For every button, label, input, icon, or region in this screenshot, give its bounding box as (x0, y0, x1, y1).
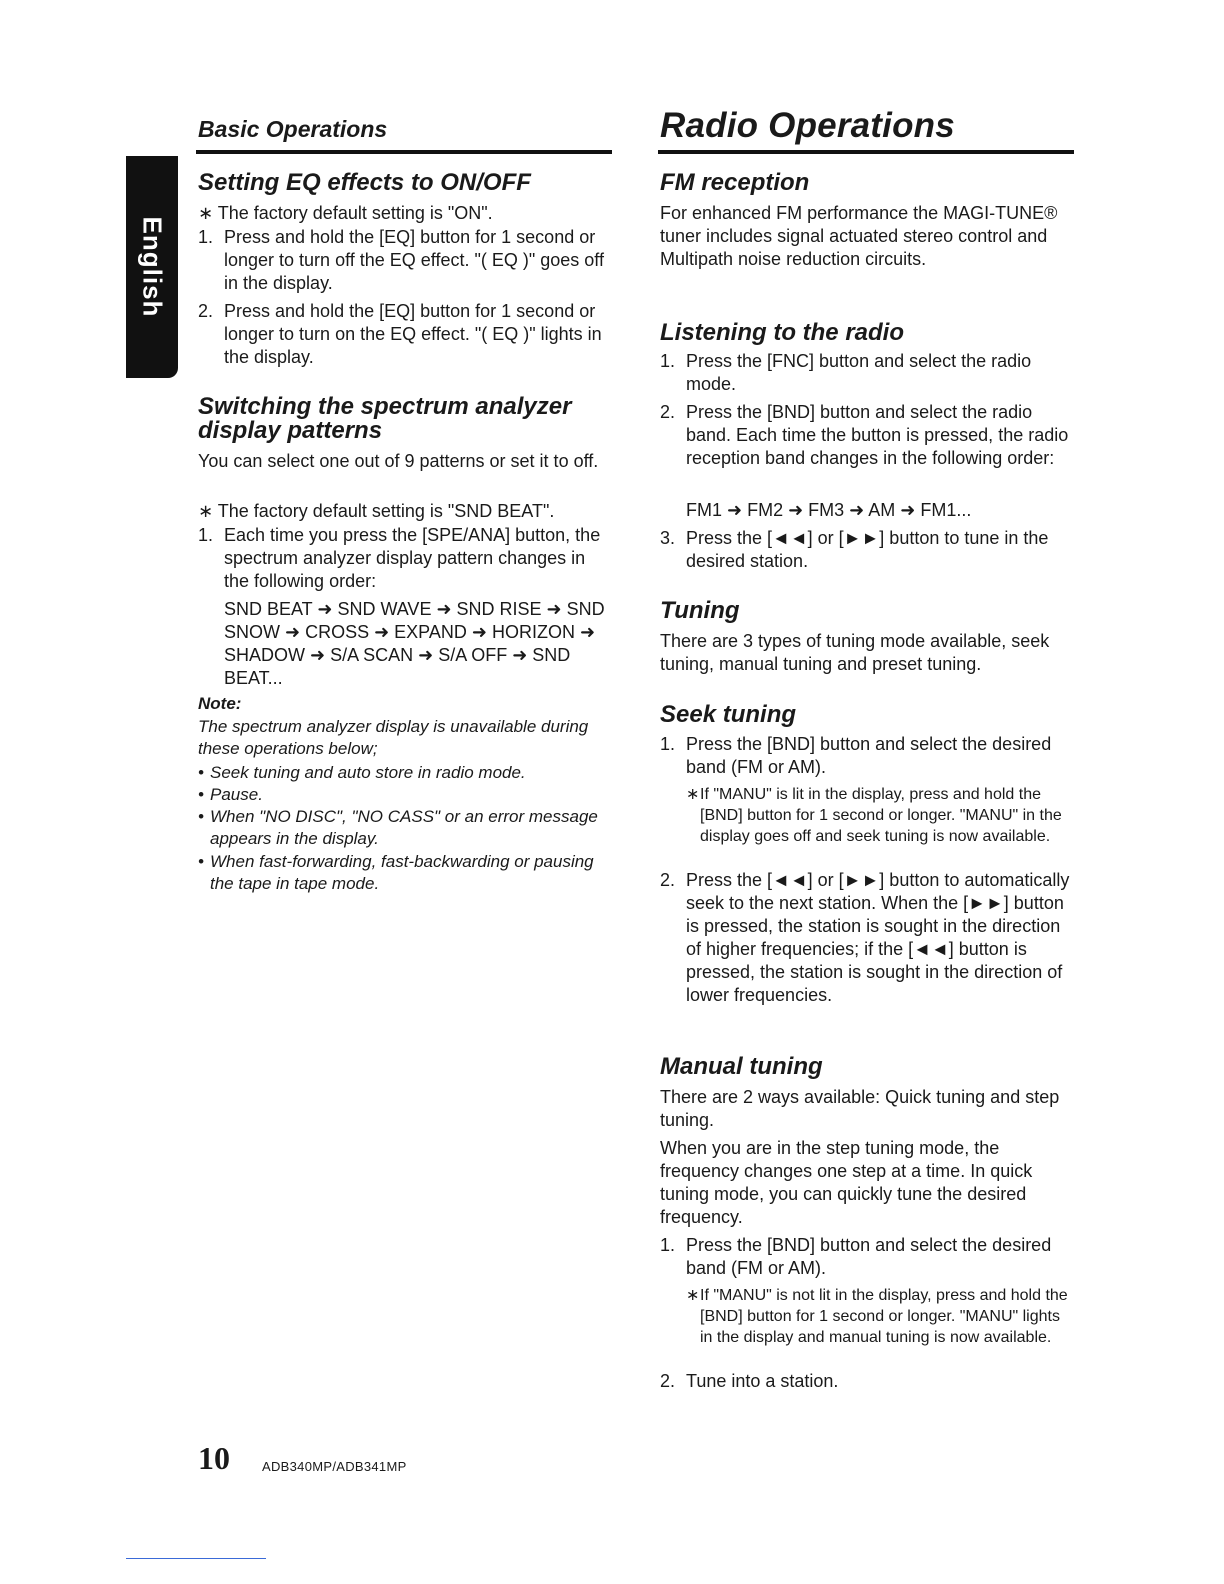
listening-step-1 (660, 350, 1074, 396)
model-number: ADB340MP/ADB341MP (262, 1459, 407, 1474)
note-bullet-text: Seek tuning and auto store in radio mode. (210, 763, 526, 782)
note-bullet-text: When fast-forwarding, fast-backwarding or pausing the tape in tape mode. (210, 852, 594, 893)
section-title-seek-tuning: Seek tuning (660, 701, 797, 728)
seek-step-2-number: 2. (660, 870, 676, 890)
bullet-dot: • (198, 763, 204, 782)
language-tab-label: English (137, 216, 168, 318)
seek-step-1-text: Press the [BND] button and select the desired band (FM or AM). (686, 734, 1052, 777)
manual-subnote (686, 1285, 1074, 1348)
manual-step-2-text: Tune into a station. (686, 1371, 839, 1391)
eq-step-2-number: 2. (198, 301, 214, 321)
page-number: 10 (198, 1440, 230, 1476)
section-title-fm-reception: FM reception (660, 169, 810, 196)
spectrum-pattern-sequence: SND BEAT ➜ SND WAVE ➜ SND RISE ➜ SND SNOW ➜ CROSS ➜ EXPAND ➜ HORIZON ➜ SHADOW ➜ S/A SCAN ➜ S/A OFF ➜ SND BEAT... (224, 599, 605, 688)
seek-step-1 (660, 733, 1074, 779)
section-title-manual-tuning: Manual tuning (660, 1053, 823, 1080)
fm-reception-text: For enhanced FM performance the MAGI-TUNE® tuner includes signal actuated stereo control and Multipath noise reduction circuits. (660, 203, 1058, 269)
bullet-dot: • (198, 852, 204, 871)
left-page-header: Basic Operations (198, 116, 388, 142)
listening-step-2-text: Press the [BND] button and select the radio band. Each time the button is pressed, the radio reception band changes in the following order: (686, 402, 1069, 468)
manual-step-2 (660, 1370, 1074, 1393)
seek-step-2 (660, 869, 1074, 1007)
manual-text-1: There are 2 ways available: Quick tuning and step tuning. (660, 1087, 1060, 1130)
eq-step-1-number: 1. (198, 227, 214, 247)
section-title-spectrum-line2: display patterns (198, 417, 383, 444)
eq-step-2 (198, 300, 612, 369)
listening-step-1-text: Press the [FNC] button and select the radio mode. (686, 351, 1032, 394)
note-bullet (198, 762, 612, 784)
language-side-tab (126, 156, 178, 378)
bullet-dot: • (198, 807, 204, 826)
bottom-divider (126, 1558, 266, 1559)
seek-subnote-text: If "MANU" is lit in the display, press and hold the [BND] button for 1 second or longer. "MANU" in the display goes off and seek tuning is now available. (700, 786, 1062, 845)
section-title-tuning: Tuning (660, 597, 740, 624)
right-page-header: Radio Operations (660, 106, 955, 145)
listening-step-3-text: Press the [◄◄] or [►►] button to tune in the desired station. (686, 528, 1049, 571)
seek-step-2-text: Press the [◄◄] or [►►] button to automatically seek to the next station. When the [►►] button is pressed, the station is sought in the direction of higher frequencies; if the [◄◄] button is pressed, the station is sought in the direction of lower frequencies. (686, 870, 1070, 1005)
spectrum-intro: You can select one out of 9 patterns or set it to off. (198, 451, 599, 471)
tuning-text: There are 3 types of tuning mode available, seek tuning, manual tuning and preset tuning. (660, 631, 1050, 674)
eq-step-2-text: Press and hold the [EQ] button for 1 second or longer to turn on the EQ effect. "( EQ )" lights in the display. (224, 301, 602, 367)
eq-step-1-text: Press and hold the [EQ] button for 1 second or longer to turn off the EQ effect. "( EQ )" goes off in the display. (224, 227, 604, 293)
spectrum-step-1 (198, 524, 612, 593)
section-title-eq: Setting EQ effects to ON/OFF (198, 169, 531, 196)
listening-step-3-number: 3. (660, 528, 676, 548)
note-bullet-text: Pause. (210, 785, 263, 804)
listening-step-1-number: 1. (660, 351, 676, 371)
listening-step-2-number: 2. (660, 402, 676, 422)
section-title-listening: Listening to the radio (660, 319, 904, 346)
note-bullet (198, 784, 612, 806)
listening-step-2 (660, 401, 1074, 470)
manual-step-2-number: 2. (660, 1371, 676, 1391)
section-title-spectrum-line1: Switching the spectrum analyzer (198, 393, 572, 420)
seek-subnote (686, 784, 1074, 847)
bullet-dot: • (198, 785, 204, 804)
spectrum-default-note: ∗ The factory default setting is "SND BEAT". (198, 501, 555, 521)
listening-step-3 (660, 527, 1074, 573)
seek-step-1-number: 1. (660, 734, 676, 754)
manual-step-1-number: 1. (660, 1235, 676, 1255)
band-sequence: FM1 ➜ FM2 ➜ FM3 ➜ AM ➜ FM1... (686, 500, 972, 520)
eq-step-1 (198, 226, 612, 295)
manual-step-1-text: Press the [BND] button and select the desired band (FM or AM). (686, 1235, 1052, 1278)
manual-text-2: When you are in the step tuning mode, the frequency changes one step at a time. In quick tuning mode, you can quickly tune the desired frequency. (660, 1138, 1033, 1227)
spectrum-step-1-text: Each time you press the [SPE/ANA] button, the spectrum analyzer display pattern changes in the following order: (224, 525, 601, 591)
asterisk-icon: ∗ (686, 786, 700, 803)
note-bullet (198, 806, 612, 850)
asterisk-icon: ∗ (686, 1287, 700, 1304)
eq-default-note: ∗ The factory default setting is "ON". (198, 203, 493, 223)
note-bullet-text: When "NO DISC", "NO CASS" or an error message appears in the display. (210, 807, 598, 848)
right-header-rule (658, 150, 1074, 154)
note-label: Note: (198, 694, 242, 713)
manual-step-1 (660, 1234, 1074, 1280)
left-header-rule (196, 150, 612, 154)
manual-subnote-text: If "MANU" is not lit in the display, press and hold the [BND] button for 1 second or longer. "MANU" lights in the display and manual tuning is now available. (700, 1287, 1068, 1346)
spectrum-step-1-number: 1. (198, 525, 214, 545)
note-bullet (198, 851, 612, 895)
note-text: The spectrum analyzer display is unavailable during these operations below; (198, 717, 589, 758)
